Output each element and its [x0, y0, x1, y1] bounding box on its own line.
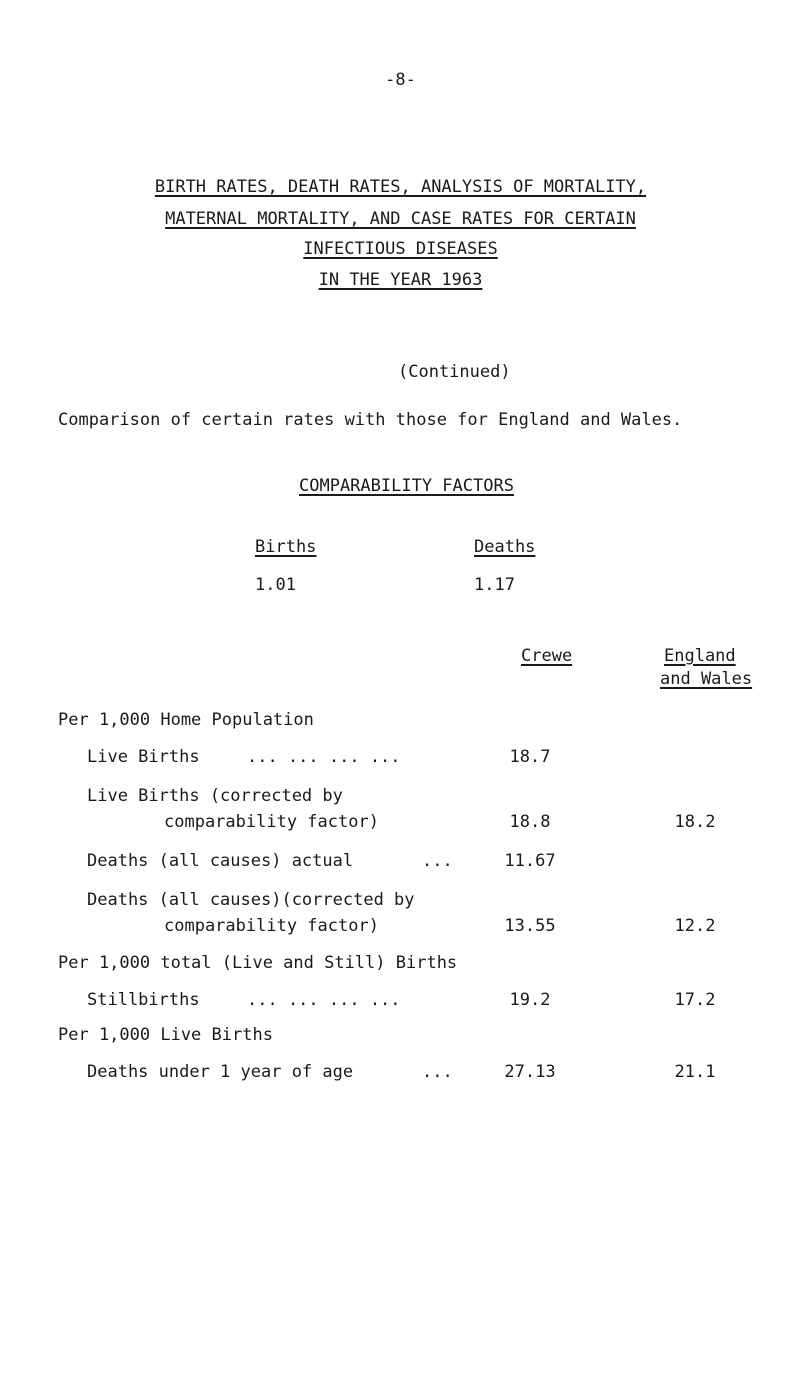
heading-line-1: BIRTH RATES, DEATH RATES, ANALYSIS OF MORTALITY, [154, 177, 647, 197]
deaths-factor-value: 1.17 [474, 575, 515, 595]
row-label: Live Births (corrected by [87, 786, 343, 806]
column-header-england-2: and Wales [660, 669, 753, 689]
leader-dots: ... [422, 851, 453, 871]
crewe-value: 11.67 [504, 851, 556, 871]
england-value: 17.2 [674, 990, 716, 1010]
heading-line-3: INFECTIOUS DISEASES [303, 239, 498, 259]
crewe-value: 13.55 [504, 916, 556, 936]
section-per-1000-live-births: Per 1,000 Live Births [58, 1025, 273, 1045]
crewe-value: 18.7 [509, 747, 551, 767]
comparison-line: Comparison of certain rates with those for England and Wales. [58, 410, 683, 430]
row-label: Stillbirths [87, 990, 200, 1010]
row-label: Deaths under 1 year of age [87, 1062, 354, 1082]
row-label-continued: comparability factor) [164, 916, 379, 936]
row-label: Deaths (all causes)(corrected by [87, 890, 415, 910]
england-value: 21.1 [674, 1062, 716, 1082]
england-value: 18.2 [674, 812, 716, 832]
crewe-value: 27.13 [504, 1062, 556, 1082]
heading-line-4: IN THE YEAR 1963 [318, 270, 483, 290]
column-header-crewe: Crewe [521, 646, 573, 666]
heading-line-2: MATERNAL MORTALITY, AND CASE RATES FOR CERTAIN [165, 209, 636, 229]
crewe-value: 18.8 [509, 812, 551, 832]
page-number: -8- [385, 70, 416, 90]
section-per-1000-home-population: Per 1,000 Home Population [58, 710, 314, 730]
row-label: Live Births [87, 747, 200, 767]
leader-dots: ... ... ... ... [247, 990, 401, 1010]
comparability-title: COMPARABILITY FACTORS [299, 476, 514, 496]
england-value: 12.2 [674, 916, 716, 936]
row-label: Deaths (all causes) actual [87, 851, 354, 871]
crewe-value: 19.2 [509, 990, 551, 1010]
continued-note: (Continued) [398, 362, 511, 382]
deaths-label: Deaths [474, 537, 536, 557]
births-label: Births [255, 537, 317, 557]
column-header-england-1: England [664, 646, 736, 666]
leader-dots: ... [422, 1062, 453, 1082]
row-label-continued: comparability factor) [164, 812, 379, 832]
births-factor-value: 1.01 [255, 575, 296, 595]
section-per-1000-total-births: Per 1,000 total (Live and Still) Births [58, 953, 458, 973]
leader-dots: ... ... ... ... [247, 747, 401, 767]
